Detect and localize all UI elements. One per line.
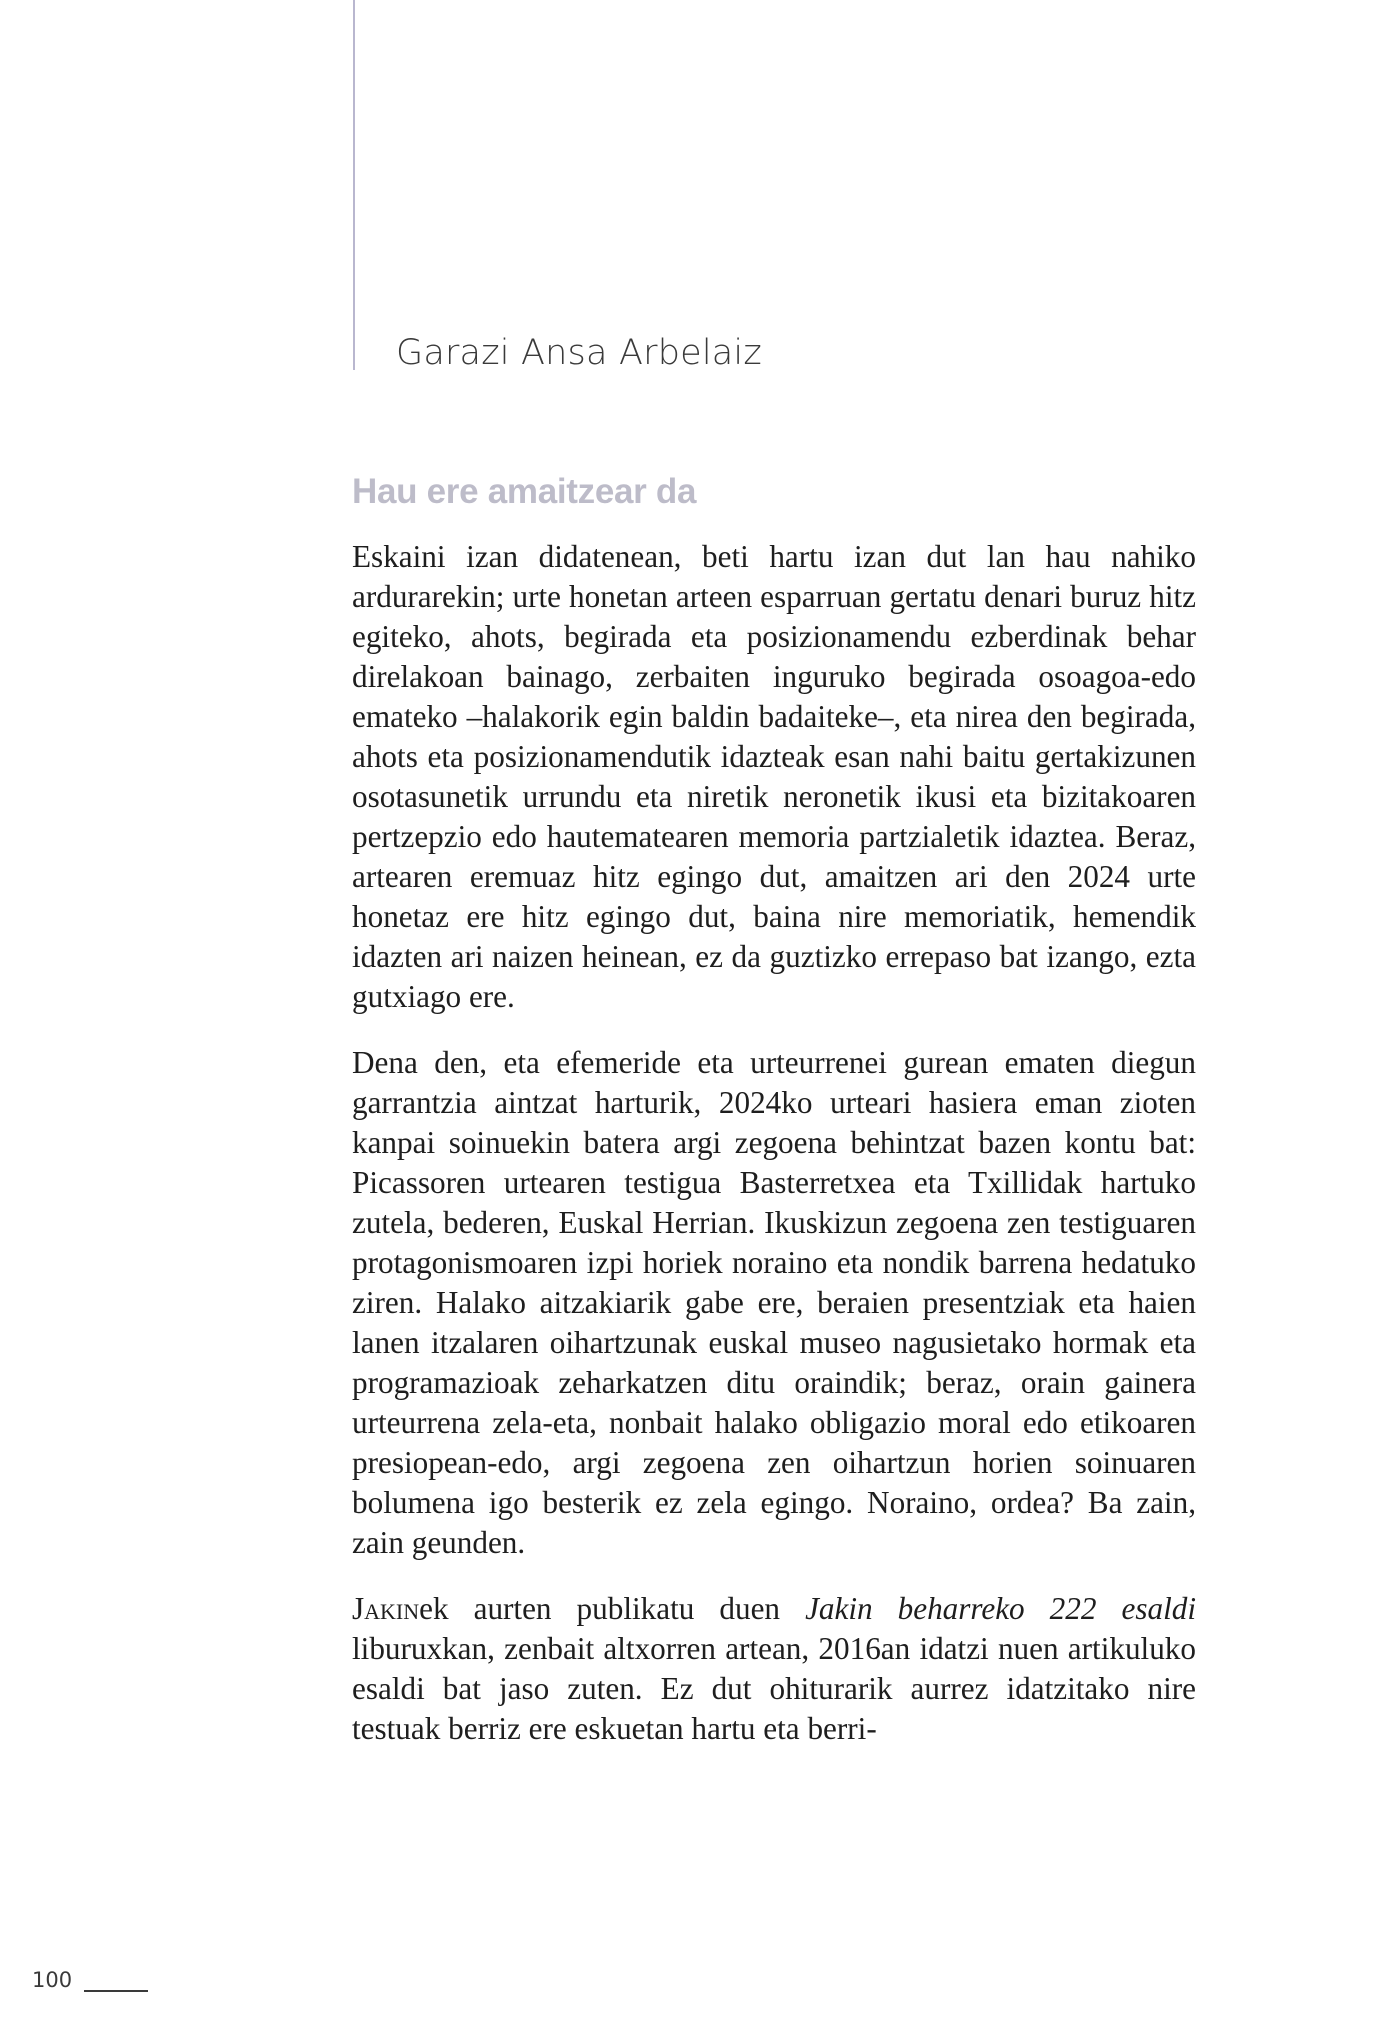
article-heading: Hau ere amaitzear da bbox=[352, 472, 697, 511]
decorative-vertical-rule bbox=[353, 0, 355, 370]
page-number-rule bbox=[84, 1990, 148, 1992]
paragraph-3-text-b: liburuxkan, zenbait altxorren artean, 2016an idatzi nuen artikuluko esaldi bat jaso zuten. Ez dut ohiturarik aurrez idatzitako nire testuak berriz ere eskuetan hartu eta berri- bbox=[352, 1631, 1196, 1746]
magazine-name: Jakin bbox=[352, 1591, 420, 1626]
page-number: 100 bbox=[32, 1968, 73, 1992]
paragraph-2: Dena den, eta efemeride eta urteurrenei gurean ematen diegun garrantzia aintzat harturik, 2024ko urteari hasiera eman zioten kanpai soinuekin batera argi zegoena behintzat bazen kontu bat: Picassoren urtearen testigua Basterretxea eta Txillidak hartuko zutela, bederen, Euskal Herrian. Ikuskizun zegoena zen testiguaren protagonismoaren izpi horiek noraino eta nondik barrena hedatuko ziren. Halako aitzakiarik gabe ere, beraien presentziak eta haien lanen itzalaren oihartzunak euskal museo nagusietako hormak eta programazioak zeharkatzen ditu oraindik; beraz, orain gainera urteurrena zela-eta, nonbait halako obligazio moral edo etikoaren presiopean-edo, argi zegoena zen oihartzun horien soinuaren bolumena igo besterik ez zela egingo. Noraino, ordea? Ba zain, zain geunden. bbox=[352, 1045, 1196, 1560]
article-body bbox=[352, 537, 1196, 1775]
paragraph-1: Eskaini izan didatenean, beti hartu izan dut lan hau nahiko ardurarekin; urte honetan arteen esparruan gertatu denari buruz hitz egiteko, ahots, begirada eta posizionamendu ezberdinak behar direlakoan bainago, zerbaiten inguruko begirada osoagoa-edo emateko –halakorik egin baldin badaiteke–, eta nirea den begirada, ahots eta posizionamendutik idazteak esan nahi baitu gertakizunen osotasunetik urrundu eta niretik neronetik ikusi eta bizitakoaren pertzepzio edo hautematearen memoria partzialetik idaztea. Beraz, artearen eremuaz hitz egingo dut, amaitzen ari den 2024 urte honetaz ere hitz egingo dut, baina nire memoriatik, hemendik idazten ari naizen heinean, ez da guztizko errepaso bat izango, ezta gutxiago ere. bbox=[352, 539, 1196, 1014]
paragraph-3 bbox=[352, 1589, 1196, 1749]
author-name: Garazi Ansa Arbelaiz bbox=[396, 333, 762, 373]
paragraph-3-text-a: ek aurten publikatu duen bbox=[419, 1591, 806, 1626]
book-title: Jakin beharreko 222 esaldi bbox=[805, 1591, 1196, 1626]
